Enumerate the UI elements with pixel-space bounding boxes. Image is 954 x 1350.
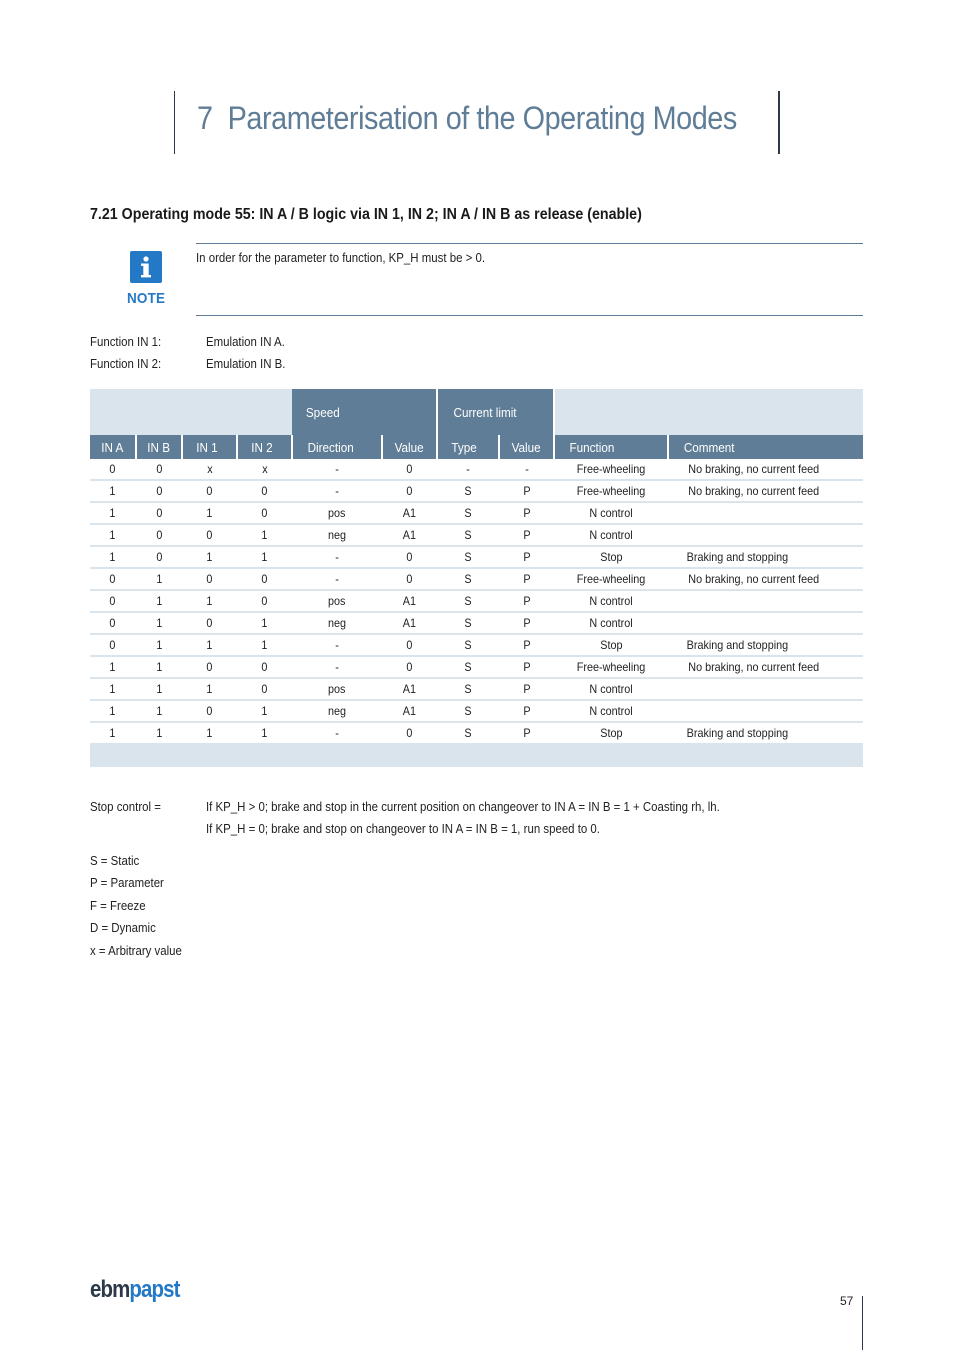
column-header: Direction [292, 435, 382, 459]
truth-table [90, 389, 863, 767]
table-cell: - [292, 634, 382, 656]
page-number: 57 [840, 1294, 854, 1308]
table-cell: P [499, 634, 554, 656]
table-row [90, 612, 863, 634]
table-cell: 1 [182, 590, 237, 612]
table-row [90, 568, 863, 590]
function-in2-value: Emulation IN B. [206, 356, 286, 371]
table-row [90, 634, 863, 656]
table-cell: 1 [237, 546, 292, 568]
table-cell: 1 [136, 590, 182, 612]
table-cell: 1 [237, 524, 292, 546]
table-row [90, 678, 863, 700]
table-cell: P [499, 568, 554, 590]
table-cell: - [292, 656, 382, 678]
column-header: IN B [136, 435, 182, 459]
table-cell: pos [292, 590, 382, 612]
table-cell: Free-wheeling [554, 480, 668, 502]
table-row [90, 459, 863, 480]
table-cell: 0 [136, 459, 182, 480]
table-cell: 1 [136, 568, 182, 590]
table-cell: 0 [382, 722, 437, 744]
table-cell: 0 [237, 590, 292, 612]
note-bottom-rule [196, 315, 863, 316]
column-header: Type [437, 435, 499, 459]
table-cell: A1 [382, 678, 437, 700]
table-cell: No braking, no current feed [668, 480, 863, 502]
table-cell: 1 [90, 700, 136, 722]
table-cell: Free-wheeling [554, 568, 668, 590]
page-number-rule [862, 1296, 863, 1350]
table-cell: Stop [554, 546, 668, 568]
table-body [90, 459, 863, 744]
table-cell: P [499, 656, 554, 678]
table-cell: neg [292, 612, 382, 634]
table-cell: - [292, 722, 382, 744]
table-cell: A1 [382, 502, 437, 524]
table-cell: 1 [237, 700, 292, 722]
table-cell: Braking and stopping [668, 722, 863, 744]
column-header: Comment [668, 435, 863, 459]
table-cell: No braking, no current feed [668, 568, 863, 590]
table-cell [668, 678, 863, 700]
table-cell: 0 [90, 459, 136, 480]
group-header-row [90, 389, 863, 435]
table-row [90, 590, 863, 612]
table-cell: S [437, 722, 499, 744]
table-cell: S [437, 546, 499, 568]
table-row [90, 480, 863, 502]
note-text: In order for the parameter to function, KP_H must be > 0. [196, 250, 486, 265]
table-cell: P [499, 722, 554, 744]
table-cell [668, 612, 863, 634]
table-cell: S [437, 524, 499, 546]
table-cell: No braking, no current feed [668, 459, 863, 480]
table-cell: S [437, 590, 499, 612]
function-in1-label: Function IN 1: [90, 334, 162, 349]
table-cell: pos [292, 502, 382, 524]
table-cell [668, 700, 863, 722]
table-cell: 0 [136, 546, 182, 568]
table-cell: - [292, 568, 382, 590]
table-cell: 1 [90, 524, 136, 546]
legend-parameter: P = Parameter [90, 875, 164, 890]
table-cell: P [499, 480, 554, 502]
table-cell: 0 [90, 634, 136, 656]
table-row [90, 502, 863, 524]
chapter-left-rule [174, 91, 175, 154]
table-row [90, 524, 863, 546]
table-cell: x [237, 459, 292, 480]
table-cell: 1 [182, 678, 237, 700]
table-cell: P [499, 678, 554, 700]
table-cell: 1 [90, 480, 136, 502]
table-cell: 0 [182, 612, 237, 634]
chapter-number: 7 [197, 100, 213, 136]
group-header-current-limit: Current limit [437, 389, 554, 435]
table-cell: Stop [554, 634, 668, 656]
table-cell: P [499, 612, 554, 634]
table-cell: 0 [136, 480, 182, 502]
ebmpapst-logo: ebmpapst [90, 1276, 180, 1303]
table-cell: 1 [90, 546, 136, 568]
table-row [90, 700, 863, 722]
table-cell: S [437, 678, 499, 700]
table-cell: Free-wheeling [554, 459, 668, 480]
table-cell: A1 [382, 524, 437, 546]
table-cell: P [499, 590, 554, 612]
legend-dynamic: D = Dynamic [90, 920, 156, 935]
group-header-blank [90, 389, 292, 435]
table-cell: 0 [136, 524, 182, 546]
table-cell: 0 [182, 524, 237, 546]
table-row [90, 722, 863, 744]
chapter-title-text: Parameterisation of the Operating Modes [227, 100, 737, 136]
table-cell: S [437, 502, 499, 524]
table-cell: A1 [382, 612, 437, 634]
column-header-row [90, 435, 863, 459]
table-cell: P [499, 502, 554, 524]
chapter-title [197, 100, 737, 137]
table-cell: 1 [237, 612, 292, 634]
table-cell: No braking, no current feed [668, 656, 863, 678]
table-cell: S [437, 700, 499, 722]
table-cell: 1 [136, 678, 182, 700]
column-header: IN 1 [182, 435, 237, 459]
table-cell: N control [554, 700, 668, 722]
note-label: NOTE [127, 290, 166, 307]
column-header: Function [554, 435, 668, 459]
table-cell: 1 [90, 656, 136, 678]
table-cell: 0 [237, 568, 292, 590]
table-cell: 1 [136, 634, 182, 656]
table-cell: 1 [237, 634, 292, 656]
table-cell: - [292, 480, 382, 502]
table-cell: 0 [382, 568, 437, 590]
table-row [90, 546, 863, 568]
table-cell: 0 [237, 480, 292, 502]
table-cell: 0 [90, 590, 136, 612]
legend-freeze: F = Freeze [90, 898, 146, 913]
table-cell: 0 [237, 656, 292, 678]
table-row [90, 656, 863, 678]
table-cell: 0 [382, 656, 437, 678]
group-header-blank-right [554, 389, 863, 435]
table-cell: 1 [237, 722, 292, 744]
column-header: Value [499, 435, 554, 459]
note-top-rule [196, 243, 863, 244]
table-cell: A1 [382, 590, 437, 612]
table-cell: neg [292, 700, 382, 722]
table-cell: - [437, 459, 499, 480]
table-cell: A1 [382, 700, 437, 722]
table-cell: P [499, 524, 554, 546]
table-cell: 0 [382, 459, 437, 480]
table-cell: - [292, 459, 382, 480]
table-cell: pos [292, 678, 382, 700]
table-cell: 1 [136, 656, 182, 678]
table-cell: N control [554, 590, 668, 612]
table-cell: - [499, 459, 554, 480]
table-cell: 0 [382, 480, 437, 502]
table-cell: 1 [136, 700, 182, 722]
table-cell: 1 [90, 502, 136, 524]
table-cell: 1 [182, 502, 237, 524]
table-cell: 0 [90, 612, 136, 634]
table-cell: S [437, 568, 499, 590]
table-cell: P [499, 700, 554, 722]
legend-static: S = Static [90, 853, 140, 868]
table-cell: - [292, 546, 382, 568]
table-cell: S [437, 634, 499, 656]
table-cell: Stop [554, 722, 668, 744]
column-header: IN A [90, 435, 136, 459]
table-cell [668, 590, 863, 612]
table-cell: N control [554, 678, 668, 700]
table-cell: 1 [182, 634, 237, 656]
table-footer-band [90, 745, 863, 767]
table-cell: 1 [182, 722, 237, 744]
table-cell [668, 524, 863, 546]
table-cell: P [499, 546, 554, 568]
table-cell: 1 [136, 722, 182, 744]
column-header: IN 2 [237, 435, 292, 459]
stop-control-label: Stop control = [90, 799, 161, 814]
table-cell: 0 [237, 678, 292, 700]
table-cell: 0 [237, 502, 292, 524]
table-cell: 0 [182, 700, 237, 722]
table-cell: N control [554, 502, 668, 524]
info-icon [130, 251, 162, 283]
table-cell: S [437, 480, 499, 502]
table-cell: x [182, 459, 237, 480]
function-in1-value: Emulation IN A. [206, 334, 285, 349]
table-cell: 0 [136, 502, 182, 524]
table-cell: S [437, 656, 499, 678]
table-cell: 0 [382, 634, 437, 656]
table-cell: 0 [182, 656, 237, 678]
table-cell: Braking and stopping [668, 546, 863, 568]
table-cell: 1 [90, 678, 136, 700]
table-cell: N control [554, 524, 668, 546]
table-cell: 0 [90, 568, 136, 590]
table-cell: 0 [182, 480, 237, 502]
stop-control-line-1: If KP_H > 0; brake and stop in the current position on changeover to IN A = IN B = 1 + Coasting rh, lh. [206, 799, 720, 814]
column-header: Value [382, 435, 437, 459]
table-cell: Free-wheeling [554, 656, 668, 678]
table-cell: 1 [90, 722, 136, 744]
table-cell: 0 [382, 546, 437, 568]
table-cell: 1 [182, 546, 237, 568]
table-cell: Braking and stopping [668, 634, 863, 656]
table-cell: neg [292, 524, 382, 546]
stop-control-line-2: If KP_H = 0; brake and stop on changeover to IN A = IN B = 1, run speed to 0. [206, 821, 600, 836]
table-cell [668, 502, 863, 524]
group-header-speed: Speed [292, 389, 437, 435]
table-cell: S [437, 612, 499, 634]
table-cell: 1 [136, 612, 182, 634]
legend-arbitrary: x = Arbitrary value [90, 943, 182, 958]
table-cell: 0 [182, 568, 237, 590]
section-heading: 7.21 Operating mode 55: IN A / B logic via IN 1, IN 2; IN A / IN B as release (enable) [90, 206, 642, 223]
table-cell: N control [554, 612, 668, 634]
chapter-right-rule [778, 91, 780, 154]
function-in2-label: Function IN 2: [90, 356, 162, 371]
